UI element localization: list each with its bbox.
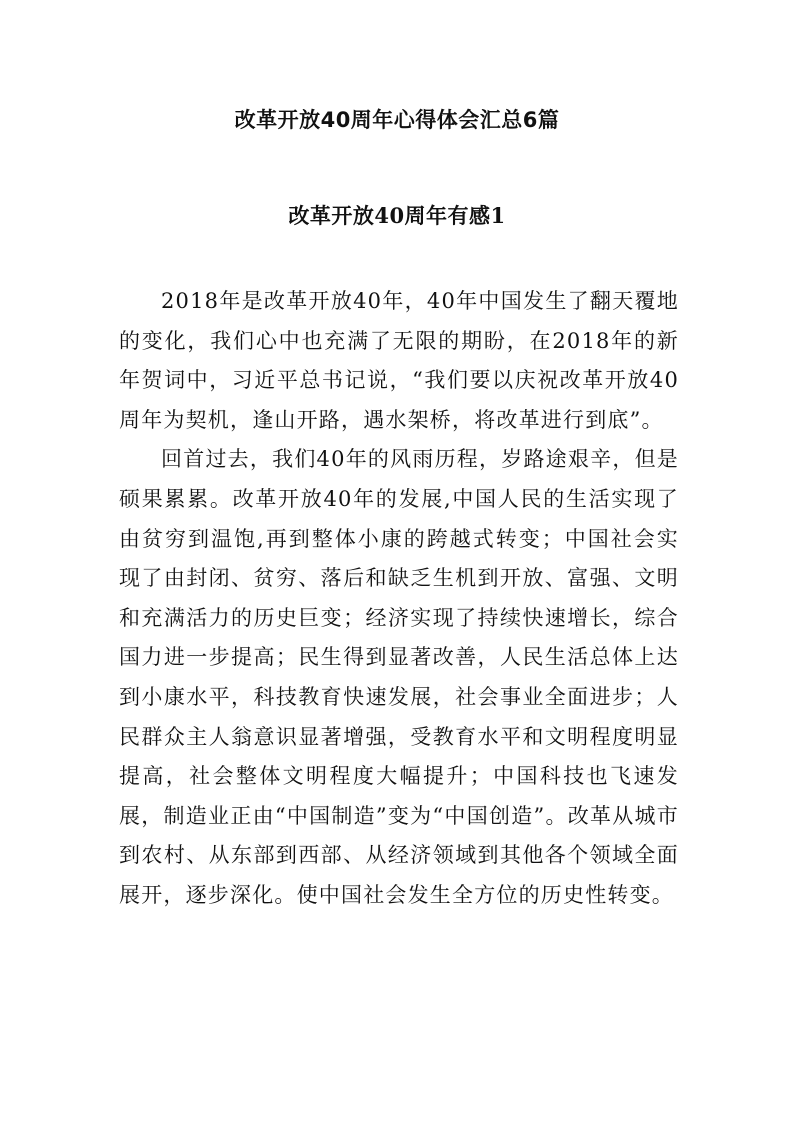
paragraph-2: 回首过去，我们40年的风雨历程，岁路途艰辛，但是硕果累累。改革开放40年的发展,中国人民的生活实现了由贫穷到温饱,再到整体小康的跨越式转变；中国社会实现了由封闭、贫穷、落后和缺乏生机到开放、富强、文明和充满活力的历史巨变；经济实现了持续快速增长，综合国力进一步提高；民生得到显著改善，人民生活总体上达到小康水平，科技教育快速发展，社会事业全面进步；人民群众主人翁意识显著增强，受教育水平和文明程度明显提高，社会整体文明程度大幅提升；中国科技也飞速发展，制造业正由“中国制造”变为“中国创造”。改革从城市到农村、从东部到西部、从经济领域到其他各个领域全面展开，逐步深化。使中国社会发生全方位的历史性转变。	[119, 447, 679, 907]
paragraph-1: 2018年是改革开放40年，40年中国发生了翻天覆地的变化，我们心中也充满了无限的期盼，在2018年的新年贺词中，习近平总书记说，“我们要以庆祝改革开放40周年为契机，逢山开路，遇水架桥，将改革进行到底”。	[119, 289, 679, 432]
document-body	[119, 282, 679, 916]
document-title: 改革开放40周年心得体会汇总6篇	[234, 108, 560, 132]
section-title: 改革开放40周年有感1	[288, 203, 506, 228]
